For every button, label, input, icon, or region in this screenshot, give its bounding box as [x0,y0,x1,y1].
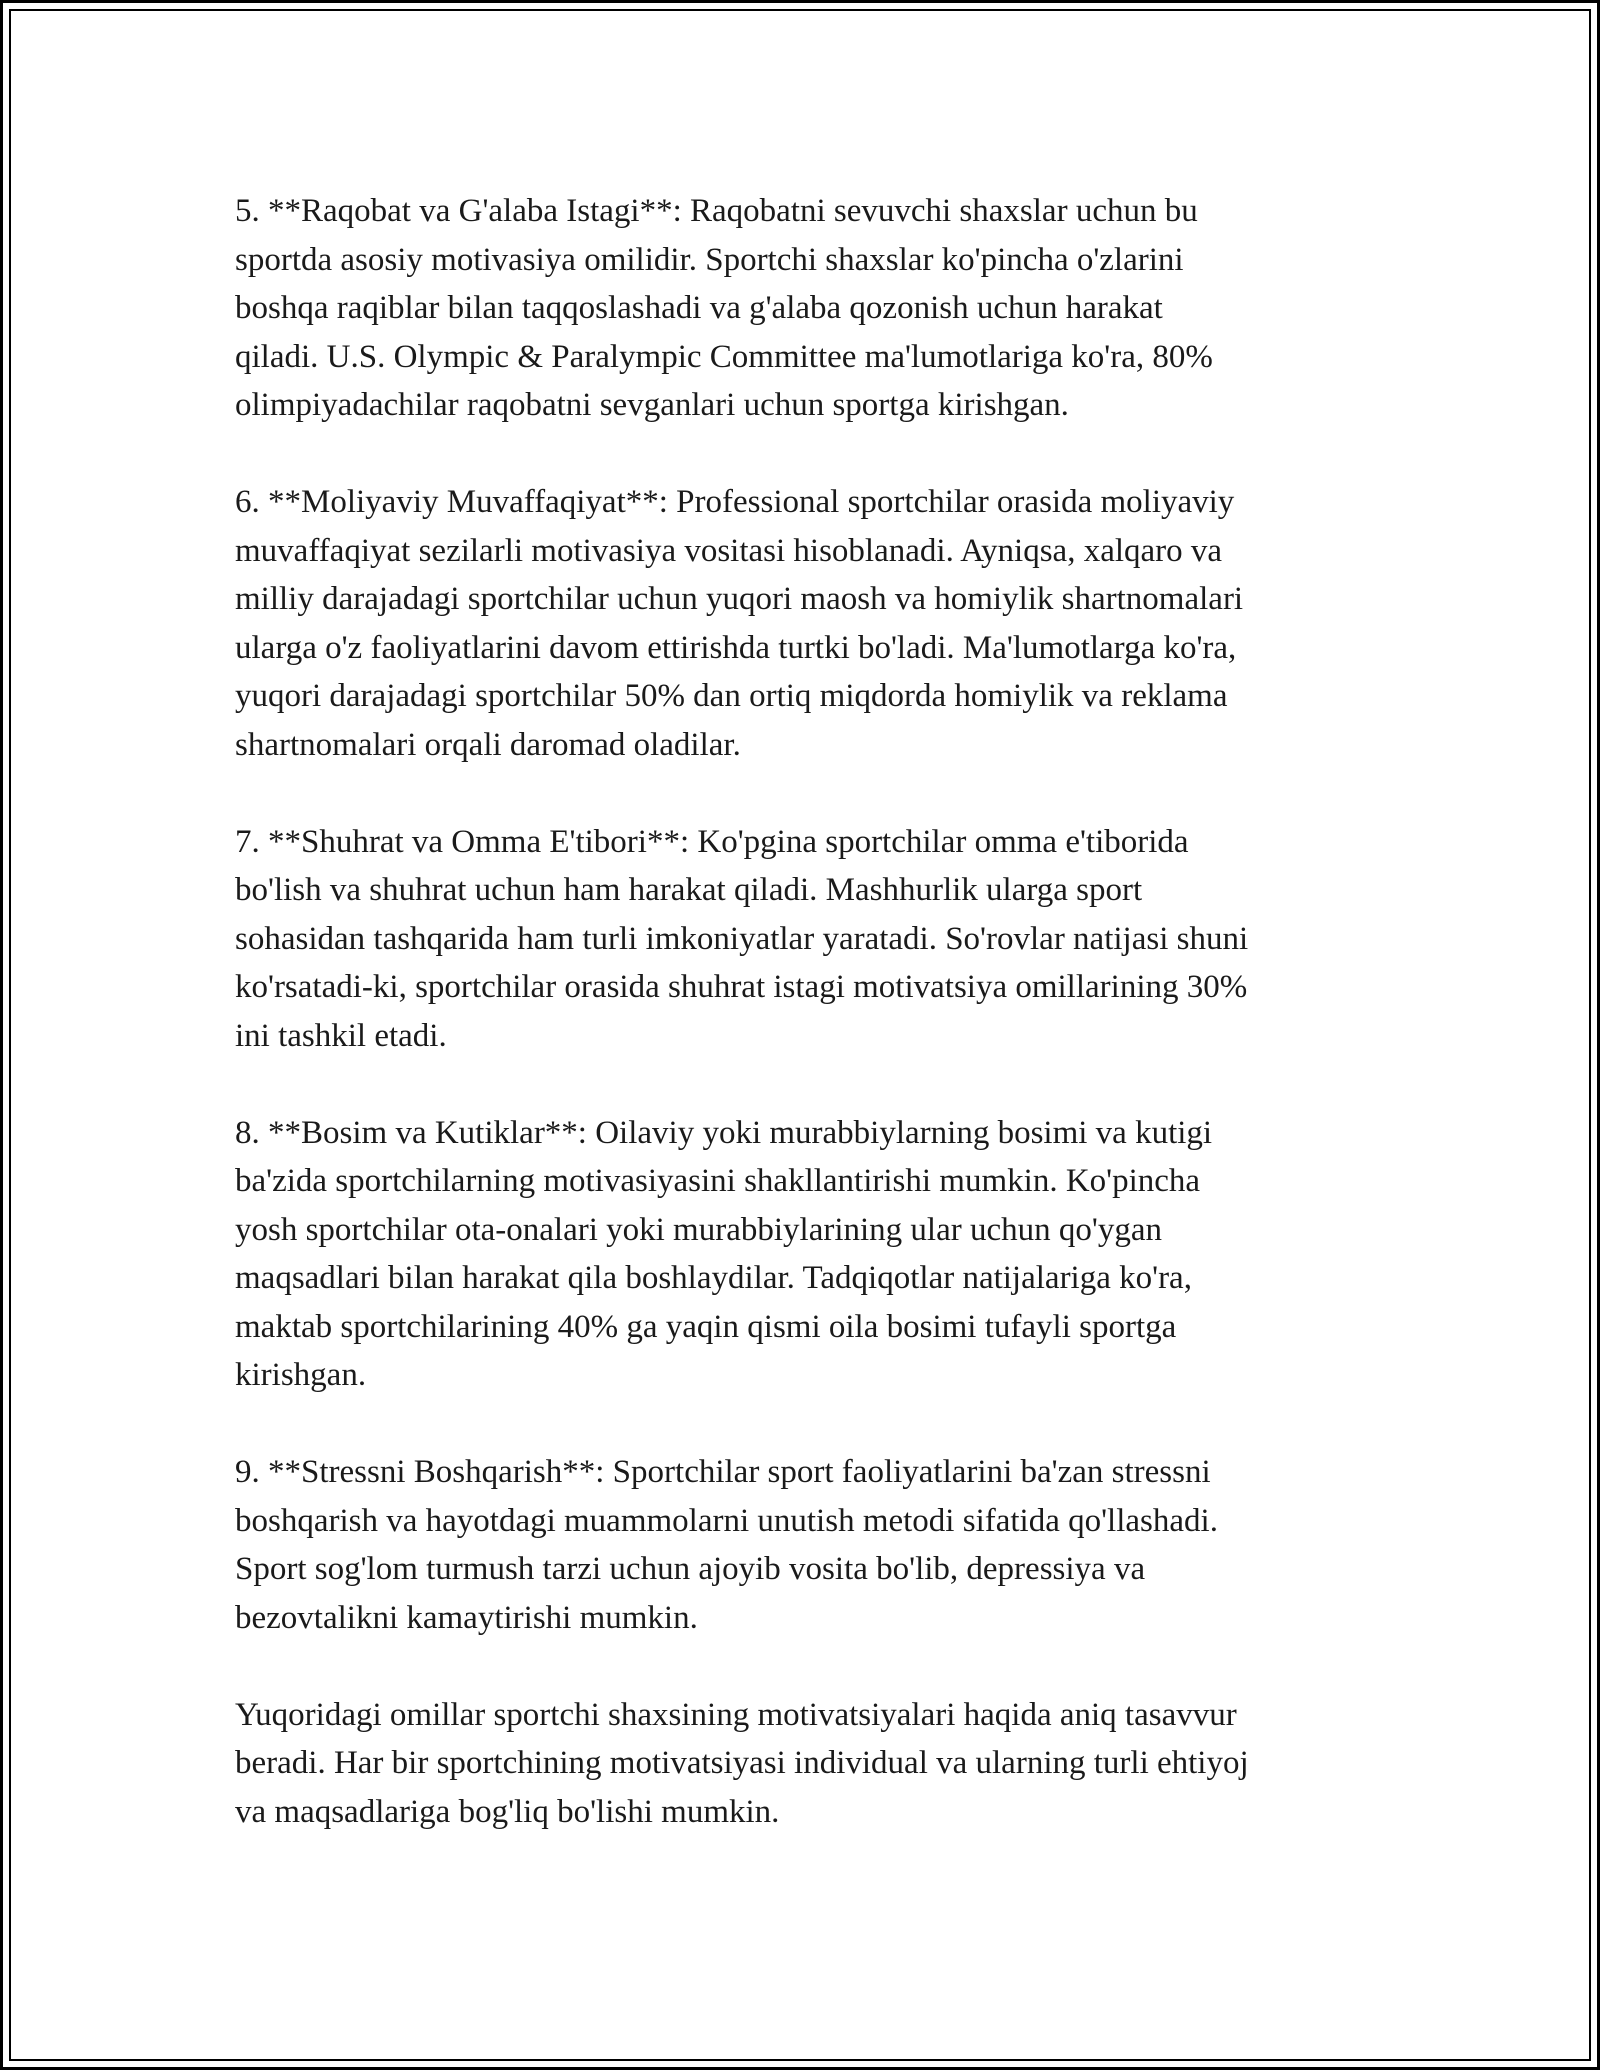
document-body [235,187,1370,1885]
paragraph-6-financial-success: 6. **Moliyaviy Muvaffaqiyat**: Professional sportchilar orasida moliyaviy muvaffaqiyat sezilarli motivasiya vositasi hisoblanadi. Ayniqsa, xalqaro va milliy darajadagi sportchilar uchun yuqori maosh va homiylik shartnomalari ularga o'z faoliyatlarini davom ettirishda turtki bo'ladi. Ma'lumotlarga ko'ra, yuqori darajadagi sportchilar 50% dan ortiq miqdorda homiylik va reklama shartnomalari orqali daromad oladilar. [235,484,1244,763]
paragraph-7-fame: 7. **Shuhrat va Omma E'tibori**: Ko'pgina sportchilar omma e'tiborida bo'lish va shuhrat uchun ham harakat qiladi. Mashhurlik ularga sport sohasidan tashqarida ham turli imkoniyatlar yaratadi. So'rovlar natijasi shuni ko'rsatadi-ki, sportchilar orasida shuhrat istagi motivatsiya omillarining 30% ini tashkil etadi. [235,823,1249,1054]
paragraph-5-competition: 5. **Raqobat va G'alaba Istagi**: Raqobatni sevuvchi shaxslar uchun bu sportda asosiy motivasiya omilidir. Sportchi shaxslar ko'pincha o'zlarini boshqa raqiblar bilan taqqoslashadi va g'alaba qozonish uchun harakat qiladi. U.S. Olympic & Paralympic Committee ma'lumotlariga ko'ra, 80% olimpiyadachilar raqobatni sevganlari uchun sportga kirishgan. [235,193,1213,423]
paragraph-conclusion: Yuqoridagi omillar sportchi shaxsining motivatsiyalari haqida aniq tasavvur beradi. Har bir sportchining motivatsiyasi individual va ularning turli ehtiyoj va maqsadlariga bog'liq bo'lishi mumkin. [235,1696,1249,1830]
paragraph-8-pressure: 8. **Bosim va Kutiklar**: Oilaviy yoki murabbiylarning bosimi va kutigi ba'zida sportchilarning motivasiyasini shakllantirishi mumkin. Ko'pincha yosh sportchilar ota-onalari yoki murabbiylarining ular uchun qo'ygan maqsadlari bilan harakat qila boshlaydilar. Tadqiqotlar natijalariga ko'ra, maktab sportchilarining 40% ga yaqin qismi oila bosimi tufayli sportga kirishgan. [235,1114,1213,1393]
paragraph-9-stress-management: 9. **Stressni Boshqarish**: Sportchilar sport faoliyatlarini ba'zan stressni boshqarish va hayotdagi muammolarni unutish metodi sifatida qo'llashadi. Sport sog'lom turmush tarzi uchun ajoyib vosita bo'lib, depressiya va bezovtalikni kamaytirishi mumkin. [235,1454,1218,1636]
